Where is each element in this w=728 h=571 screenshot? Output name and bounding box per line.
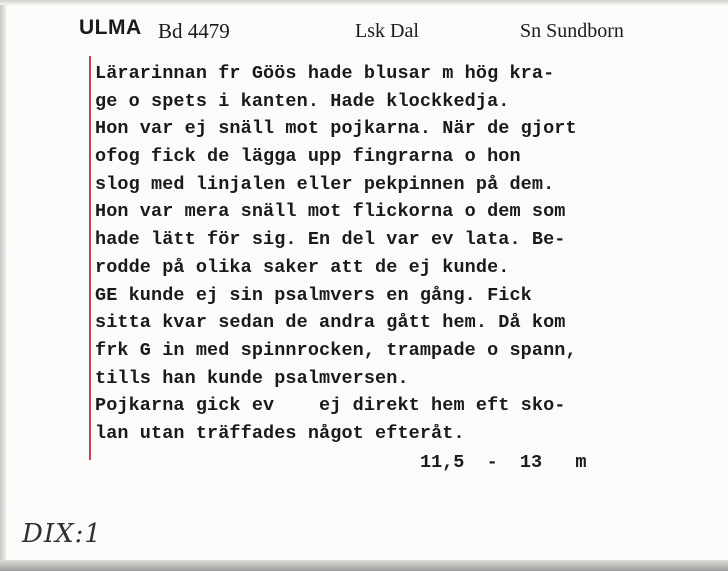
card-top-edge <box>0 0 728 5</box>
text-line: Hon var mera snäll mot flickorna o dem som <box>95 201 566 223</box>
parish-label: Lsk Dal <box>355 20 419 42</box>
card-header <box>0 14 728 48</box>
text-line: hade lätt för sig. En del var ev lata. Be- <box>95 229 566 251</box>
text-line: GE kunde ej sin psalmvers en gång. Fick <box>95 284 532 306</box>
handwritten-signum: DIX:1 <box>22 519 102 549</box>
card-left-edge <box>0 0 6 571</box>
red-margin-rule <box>89 56 91 460</box>
text-line: lan utan träffades något efteråt. <box>95 422 465 444</box>
text-line: tills han kunde psalmversen. <box>95 367 409 389</box>
text-line: sitta kvar sedan de andra gått hem. Då kom <box>95 312 566 334</box>
text-line: Lärarinnan fr Göös hade blusar m hög kra- <box>95 63 555 84</box>
text-line: frk G in med spinnrocken, trampade o spann, <box>95 339 577 361</box>
text-line: Hon var ej snäll mot pojkarna. När de gjort <box>95 118 577 140</box>
locality-label: Sn Sundborn <box>520 20 624 42</box>
text-line: Pojkarna gick ev ej direkt hem eft sko- <box>95 395 566 417</box>
text-line: rodde på olika saker att de ej kunde. <box>95 256 510 278</box>
card-body-text <box>95 60 705 448</box>
accession-number: Bd 4479 <box>158 19 230 43</box>
text-line: ofog fick de lägga upp fingrarna o hon <box>95 146 521 168</box>
text-line: ge o spets i kanten. Hade klockkedja. <box>95 90 510 112</box>
text-line: slog med linjalen eller pekpinnen på dem. <box>95 173 555 195</box>
card-bottom-edge <box>0 560 728 571</box>
archive-name: ULMA <box>79 16 142 39</box>
age-range: 11,5 - 13 m <box>420 452 587 473</box>
